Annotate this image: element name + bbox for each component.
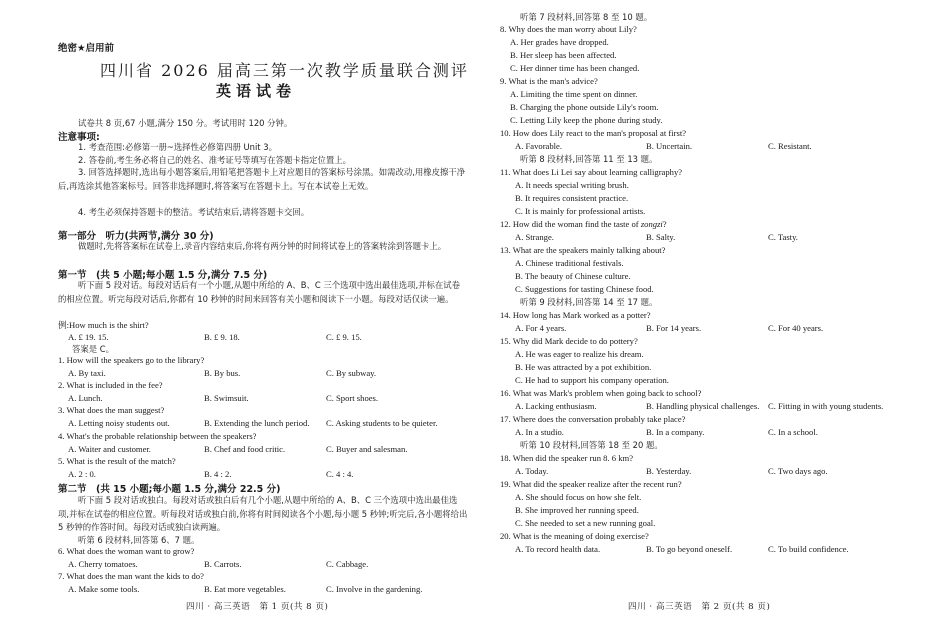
q15-option-a: A. He was eager to realize his dream. [515, 349, 644, 359]
q10-option-a: A. Favorable. [515, 141, 563, 151]
section1-title: 第一节 (共 5 小题;每小题 1.5 分,满分 7.5 分) [58, 270, 268, 281]
q12-text: 12. How did the woman find the taste of [500, 219, 641, 229]
q11-option-c: C. It is mainly for professional artists. [515, 206, 646, 216]
question-14: 14. How long has Mark worked as a potter? [500, 310, 651, 320]
q12-suffix: ? [662, 219, 667, 229]
page-footer: 四川 · 高三英语 第 2 页(共 8 页) [628, 602, 771, 612]
q18-option-b: B. Yesterday. [646, 466, 692, 476]
notice-title: 注意事项: [58, 132, 100, 143]
q6-option-a: A. Cherry tomatoes. [68, 559, 138, 569]
q4-option-c: C. Buyer and salesman. [326, 444, 408, 454]
question-18: 18. When did the speaker run 8. 6 km? [500, 453, 634, 463]
q9-option-b: B. Charging the phone outside Lily's room. [510, 102, 659, 112]
q1-option-c: C. By subway. [326, 368, 377, 378]
q14-option-c: C. For 40 years. [768, 323, 824, 333]
q16-option-c: C. Fitting in with young students. [768, 401, 884, 411]
question-11: 11. What does Li Lei say about learning calligraphy? [500, 167, 683, 177]
q9-option-a: A. Limiting the time spent on dinner. [510, 89, 638, 99]
q12-option-c: C. Tasty. [768, 232, 798, 242]
q10-option-c: C. Resistant. [768, 141, 812, 151]
q7-option-c: C. Involve in the gardening. [326, 584, 423, 594]
q7-option-b: B. Eat more vegetables. [204, 584, 286, 594]
material-8-instruction: 听第 8 段材料,回答第 11 至 13 题。 [520, 154, 658, 164]
q8-option-c: C. Her dinner time has been changed. [510, 63, 640, 73]
page-2 [500, 0, 910, 631]
question-1: 1. How will the speakers go to the library? [58, 355, 205, 365]
q19-option-b: B. She improved her running speed. [515, 505, 639, 515]
q8-option-b: B. Her sleep has been affected. [510, 50, 617, 60]
q16-option-b: B. Handling physical challenges. [646, 401, 760, 411]
q3-option-a: A. Letting noisy students out. [68, 418, 170, 428]
question-4: 4. What's the probable relationship between the speakers? [58, 431, 257, 441]
material-7-instruction: 听第 7 段材料,回答第 8 至 10 题。 [520, 12, 653, 22]
q9-option-c: C. Letting Lily keep the phone during study. [510, 115, 663, 125]
part1-title: 第一部分 听力(共两节,满分 30 分) [58, 231, 214, 242]
q5-option-c: C. 4 : 4. [326, 469, 354, 479]
q13-option-b: B. The beauty of Chinese culture. [515, 271, 631, 281]
section2-intro: 听下面 5 段对话或独白。每段对话或独白后有几个小题,从题中所给的 A、B、C 三个选项中选出最佳选项,并标在试卷的相应位置。听每段对话或独白前,你将有时间阅读各个小题,每小题 5 秒钟;听完后,各小题将给出 5 秒钟的作答时间。每段对话或独白读两遍。 [58, 495, 468, 532]
q4-option-a: A. Waiter and customer. [68, 444, 151, 454]
question-9: 9. What is the man's advice? [500, 76, 598, 86]
section1-intro: 听下面 5 段对话。每段对话后有一个小题,从题中所给的 A、B、C 三个选项中选出最佳选项,并标在试卷的相应位置。听完每段对话后,你都有 10 秒钟的时间来回答有关小题和阅读下一小题。每段对话仅读一遍。 [58, 280, 460, 304]
question-3: 3. What does the man suggest? [58, 405, 165, 415]
page-1 [58, 0, 468, 631]
q7-option-a: A. Make some tools. [68, 584, 140, 594]
q19-option-c: C. She needed to set a new running goal. [515, 518, 656, 528]
q4-option-b: B. Chef and food critic. [204, 444, 286, 454]
q2-option-b: B. Swimsuit. [204, 393, 249, 403]
q6-option-c: C. Cabbage. [326, 559, 369, 569]
q3-option-b: B. Extending the lunch period. [204, 418, 310, 428]
question-20: 20. What is the meaning of doing exercise? [500, 531, 649, 541]
material-6-instruction: 听第 6 段材料,回答第 6、7 题。 [78, 535, 200, 545]
q20-option-b: B. To go beyond oneself. [646, 544, 733, 554]
question-8: 8. Why does the man worry about Lily? [500, 24, 637, 34]
material-9-instruction: 听第 9 段材料,回答第 14 至 17 题。 [520, 297, 658, 307]
exam-subtitle: 英语试卷 [216, 82, 297, 100]
q1-option-b: B. By bus. [204, 368, 241, 378]
material-10-instruction: 听第 10 段材料,回答第 18 至 20 题。 [520, 440, 663, 450]
q19-option-a: A. She should focus on how she felt. [515, 492, 642, 502]
q17-option-b: B. In a company. [646, 427, 705, 437]
exam-title: 四川省 2026 届高三第一次教学质量联合测评 [100, 61, 469, 80]
q10-option-b: B. Uncertain. [646, 141, 693, 151]
q20-option-c: C. To build confidence. [768, 544, 849, 554]
part1-intro: 做题时,先将答案标在试卷上,录音内容结束后,你将有两分钟的时间将试卷上的答案转涂到答题卡上。 [78, 241, 447, 251]
question-17: 17. Where does the conversation probably take place? [500, 414, 686, 424]
q14-option-a: A. For 4 years. [515, 323, 567, 333]
question-12 [500, 219, 667, 229]
notice-2: 2. 答卷前,考生务必将自己的姓名、准考证号等填写在答题卡指定位置上。 [78, 155, 351, 165]
q13-option-c: C. Suggestions for tasting Chinese food. [515, 284, 654, 294]
q18-option-a: A. Today. [515, 466, 549, 476]
q14-option-b: B. For 14 years. [646, 323, 702, 333]
question-19: 19. What did the speaker realize after the recent run? [500, 479, 682, 489]
example-option-a: A. £ 19. 15. [68, 332, 109, 342]
q12-italic-term: zongzi [640, 219, 663, 229]
page-footer: 四川 · 高三英语 第 1 页(共 8 页) [186, 602, 329, 612]
q17-option-c: C. In a school. [768, 427, 818, 437]
q5-option-b: B. 4 : 2. [204, 469, 232, 479]
question-13: 13. What are the speakers mainly talking about? [500, 245, 666, 255]
q8-option-a: A. Her grades have dropped. [510, 37, 609, 47]
exam-info: 试卷共 8 页,67 小题,满分 150 分。考试用时 120 分钟。 [78, 118, 293, 128]
q6-option-b: B. Carrots. [204, 559, 242, 569]
notice-3: 3. 回答选择题时,选出每小题答案后,用铅笔把答题卡上对应题目的答案标号涂黑。如需改动,用橡皮擦干净后,再选涂其他答案标号。回答非选择题时,将答案写在答题卡上。写在本试卷上无效。 [58, 167, 466, 191]
question-5: 5. What is the result of the match? [58, 456, 176, 466]
q15-option-c: C. He had to support his company operation. [515, 375, 669, 385]
q16-option-a: A. Lacking enthusiasm. [515, 401, 597, 411]
q13-option-a: A. Chinese traditional festivals. [515, 258, 624, 268]
example-answer: 答案是 C。 [72, 344, 115, 354]
q11-option-a: A. It needs special writing brush. [515, 180, 629, 190]
q15-option-b: B. He was attracted by a pot exhibition. [515, 362, 652, 372]
q2-option-a: A. Lunch. [68, 393, 103, 403]
question-16: 16. What was Mark's problem when going back to school? [500, 388, 702, 398]
section2-title: 第二节 (共 15 小题;每小题 1.5 分,满分 22.5 分) [58, 484, 281, 495]
q12-option-a: A. Strange. [515, 232, 554, 242]
notice-4: 4. 考生必须保持答题卡的整洁。考试结束后,请将答题卡交回。 [78, 207, 310, 217]
notice-1: 1. 考查范围:必修第一册~选择性必修第四册 Unit 3。 [78, 142, 277, 152]
q2-option-c: C. Sport shoes. [326, 393, 379, 403]
q20-option-a: A. To record health data. [515, 544, 601, 554]
question-10: 10. How does Lily react to the man's proposal at first? [500, 128, 687, 138]
question-7: 7. What does the man want the kids to do? [58, 571, 204, 581]
q3-option-c: C. Asking students to be quieter. [326, 418, 438, 428]
question-2: 2. What is included in the fee? [58, 380, 163, 390]
question-15: 15. Why did Mark decide to do pottery? [500, 336, 638, 346]
q5-option-a: A. 2 : 0. [68, 469, 96, 479]
example-option-b: B. £ 9. 18. [204, 332, 240, 342]
example-option-c: C. £ 9. 15. [326, 332, 362, 342]
confidential-label: 绝密★启用前 [58, 43, 115, 54]
q11-option-b: B. It requires consistent practice. [515, 193, 629, 203]
question-6: 6. What does the woman want to grow? [58, 546, 195, 556]
q1-option-a: A. By taxi. [68, 368, 106, 378]
example-question: 例:How much is the shirt? [58, 320, 149, 330]
q17-option-a: A. In a studio. [515, 427, 564, 437]
q18-option-c: C. Two days ago. [768, 466, 828, 476]
q12-option-b: B. Salty. [646, 232, 676, 242]
